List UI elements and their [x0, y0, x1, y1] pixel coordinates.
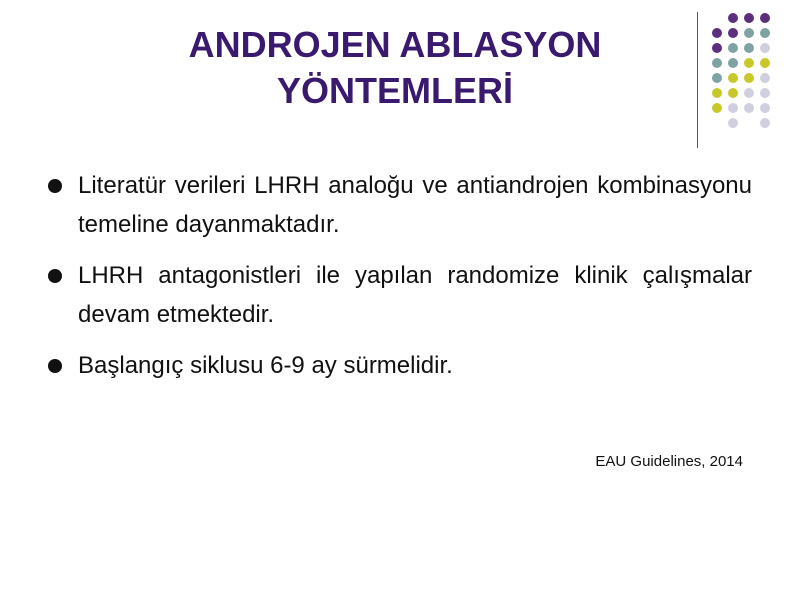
bullet-dot-icon [48, 269, 62, 283]
title-line-2: YÖNTEMLERİ [276, 70, 513, 111]
decorative-dot [728, 88, 738, 98]
decorative-dot [760, 43, 770, 53]
bullet-text: Başlangıç siklusu 6-9 ay sürmelidir. [78, 352, 453, 379]
decorative-dot [744, 28, 754, 38]
bullet-text: LHRH antagonistleri ile yapılan randomize klinik çalışmalar devam etmektedir. [78, 262, 752, 328]
decorative-dot [744, 73, 754, 83]
decorative-dot [728, 58, 738, 68]
decorative-dot [728, 73, 738, 83]
bullet-item [48, 256, 752, 334]
decorative-dot [728, 13, 738, 23]
decorative-dot [744, 103, 754, 113]
decorative-dot [712, 58, 722, 68]
decorative-dot [712, 88, 722, 98]
decorative-dot [728, 103, 738, 113]
decorative-dot [712, 103, 722, 113]
decorative-dot [728, 43, 738, 53]
decorative-dot [760, 28, 770, 38]
decorative-dot [760, 58, 770, 68]
decorative-dot [728, 28, 738, 38]
title-line-1: ANDROJEN ABLASYON [188, 24, 602, 65]
decorative-dot [760, 88, 770, 98]
decorative-dot [712, 28, 722, 38]
bullet-dot-icon [48, 179, 62, 193]
decorative-dot [760, 73, 770, 83]
slide-title [100, 22, 690, 114]
bullet-text: Literatür verileri LHRH analoğu ve antiandrojen kombinasyonu temeline dayanmaktadır. [78, 172, 752, 238]
decorative-dot [712, 73, 722, 83]
source-citation: EAU Guidelines, 2014 [595, 453, 743, 470]
decorative-dot [744, 88, 754, 98]
decorative-dot [728, 118, 738, 128]
decorative-dot [760, 118, 770, 128]
decorative-dot [744, 13, 754, 23]
decorative-dot [712, 43, 722, 53]
decorative-dot [760, 103, 770, 113]
title-divider [697, 12, 698, 148]
bullet-item [48, 346, 752, 385]
decorative-dot [744, 43, 754, 53]
bullet-dot-icon [48, 359, 62, 373]
decorative-dot [744, 58, 754, 68]
bullet-list [48, 166, 752, 397]
bullet-item [48, 166, 752, 244]
decorative-dot [760, 13, 770, 23]
